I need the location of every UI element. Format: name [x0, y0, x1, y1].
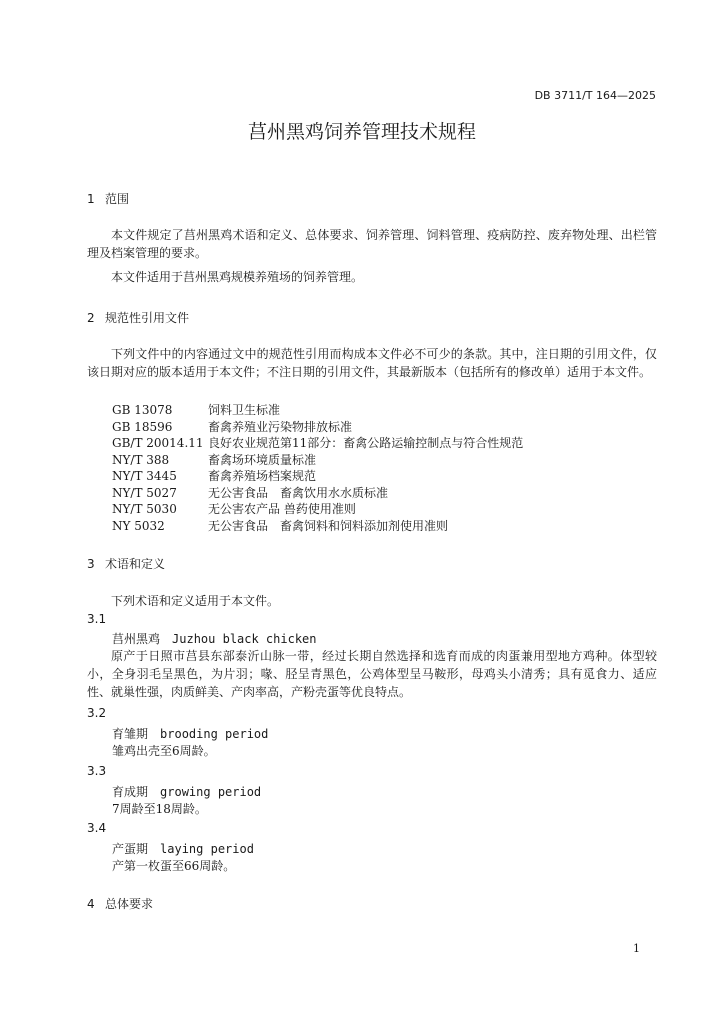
reference-row [112, 401, 280, 418]
term-definition: 雏鸡出壳至6周龄。 [112, 744, 216, 758]
section-1-heading [87, 190, 129, 207]
term-number: 3.4 [87, 821, 107, 835]
section-title: 总体要求 [105, 897, 154, 911]
section-number: 2 [87, 311, 95, 325]
reference-code: NY/T 3445 [112, 469, 177, 483]
reference-title: 饲料卫生标准 [208, 403, 281, 417]
term-en: brooding period [160, 727, 269, 741]
section-title: 范围 [105, 192, 130, 206]
section-number: 4 [87, 897, 95, 911]
reference-title: 畜禽场环境质量标准 [208, 453, 317, 467]
term-zh: 莒州黑鸡 [112, 632, 161, 646]
section-2-heading [87, 309, 189, 326]
term-zh: 产蛋期 [112, 842, 149, 856]
section-title: 术语和定义 [105, 557, 166, 571]
term-heading [112, 725, 268, 742]
reference-code: NY/T 388 [112, 453, 170, 467]
reference-title: 畜禽养殖业污染物排放标准 [208, 420, 353, 434]
term-number: 3.3 [87, 764, 107, 778]
section-3-heading [87, 555, 165, 572]
standard-code: DB 3711/T 164—2025 [534, 89, 656, 102]
reference-row [112, 451, 316, 468]
reference-code: NY/T 5027 [112, 486, 177, 500]
section-title: 规范性引用文件 [105, 311, 190, 325]
term-definition: 原产于日照市莒县东部泰沂山脉一带，经过长期自然选择和选育而成的肉蛋兼用型地方鸡种。体型较小，全身羽毛呈黑色，为片羽；喙、胫呈青黑色，公鸡体型呈马鞍形，母鸡头小清秀；具有觅食力、适应性、就巢性强，肉质鲜美、产肉率高，产粉壳蛋等优良特点。 [87, 649, 657, 699]
reference-title: 无公害食品 畜禽饮用水水质标准 [208, 486, 389, 500]
reference-code: NY 5032 [112, 519, 165, 533]
reference-row [112, 484, 388, 501]
term-heading [112, 783, 261, 800]
term-en: Juzhou black chicken [172, 632, 317, 646]
term-heading [112, 840, 254, 857]
reference-title: 无公害食品 畜禽饲料和饲料添加剂使用准则 [208, 519, 449, 533]
reference-row [112, 434, 523, 451]
term-number: 3.2 [87, 706, 107, 720]
reference-title: 畜禽养殖场档案规范 [208, 469, 317, 483]
term-number: 3.1 [87, 612, 107, 626]
term-zh: 育成期 [112, 785, 149, 799]
reference-code: GB 13078 [112, 403, 173, 417]
reference-title: 良好农业规范第11部分：畜禽公路运输控制点与符合性规范 [208, 436, 524, 450]
reference-row [112, 467, 316, 484]
section-4-heading [87, 895, 153, 912]
document-title: 莒州黑鸡饲养管理技术规程 [247, 121, 476, 143]
reference-row [112, 500, 356, 517]
term-heading [112, 630, 317, 647]
section-number: 3 [87, 557, 95, 571]
section-number: 1 [87, 192, 95, 206]
reference-code: GB/T 20014.11 [112, 436, 204, 450]
reference-code: GB 18596 [112, 420, 173, 434]
term-definition: 产第一枚蛋至66周龄。 [112, 859, 236, 873]
reference-row [112, 418, 352, 435]
reference-row [112, 517, 448, 534]
scope-paragraph-1: 本文件规定了莒州黑鸡术语和定义、总体要求、饲养管理、饲料管理、疫病防控、废弃物处理、出栏管理及档案管理的要求。 [87, 228, 657, 260]
reference-title: 无公害农产品 兽药使用准则 [208, 502, 356, 516]
terms-intro: 下列术语和定义适用于本文件。 [111, 594, 280, 608]
reference-code: NY/T 5030 [112, 502, 177, 516]
term-en: laying period [160, 842, 254, 856]
term-en: growing period [160, 785, 262, 799]
scope-paragraph-2: 本文件适用于莒州黑鸡规模养殖场的饲养管理。 [111, 270, 364, 284]
term-definition: 7周龄至18周龄。 [112, 802, 207, 816]
references-intro: 下列文件中的内容通过文中的规范性引用而构成本文件必不可少的条款。其中，注日期的引用文件，仅该日期对应的版本适用于本文件；不注日期的引用文件，其最新版本（包括所有的修改单）适用于本文件。 [87, 347, 657, 379]
term-zh: 育雏期 [112, 727, 149, 741]
page-number: 1 [633, 942, 640, 955]
